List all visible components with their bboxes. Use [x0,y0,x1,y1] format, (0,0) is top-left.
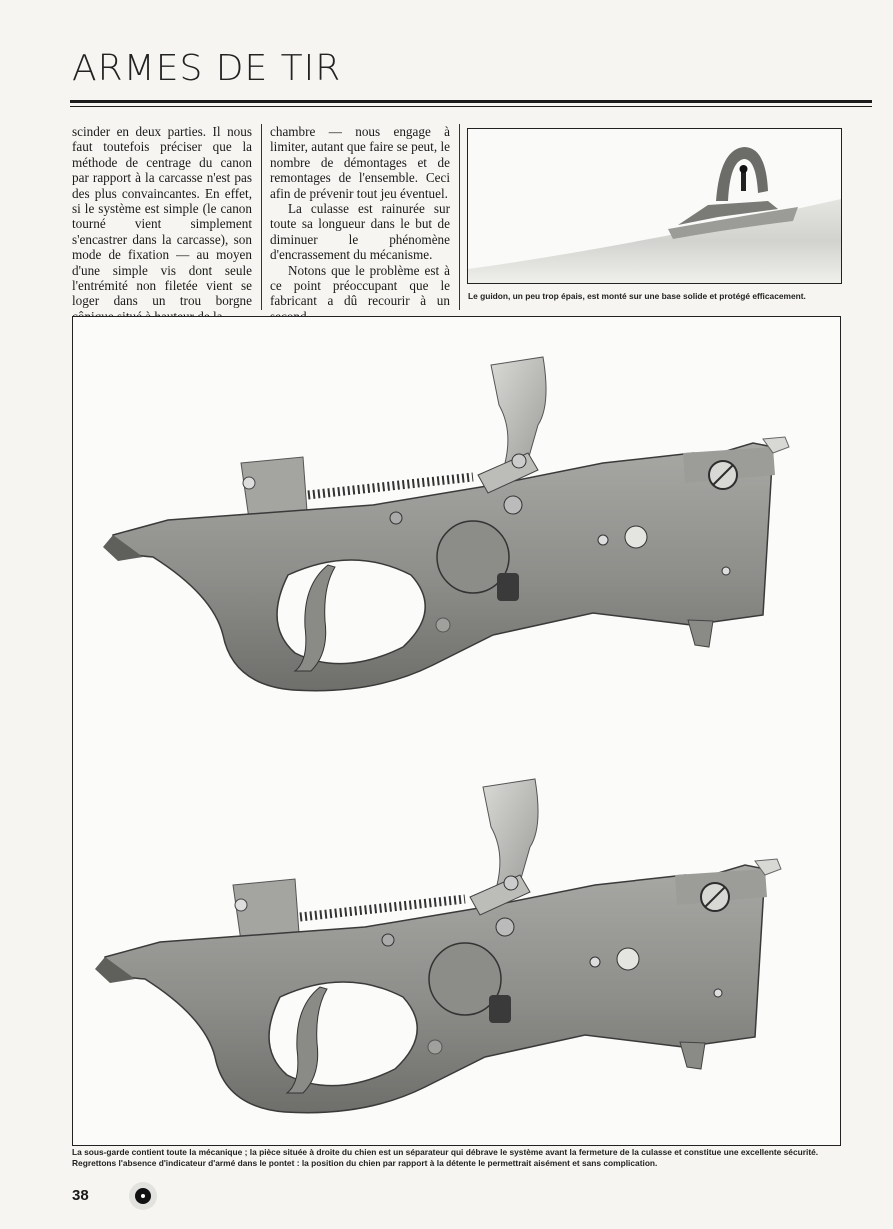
front-sight-caption: Le guidon, un peu trop épais, est monté sur une base solide et protégé efficacement. [468,291,806,301]
article-column-1 [72,124,252,324]
page-number: 38 [72,1187,89,1204]
trigger-guard-photo [72,316,841,1146]
paragraph: Notons que le problème est à ce point préoccupant que le fabricant a dû recourir à un [270,262,450,309]
column-separator [261,124,262,310]
paragraph: La culasse est rainurée sur toute sa longueur dans le but de diminuer le phénomène d'encrassement du mécanisme. [270,201,450,263]
header-rule-thick [70,100,872,103]
paragraph: chambre — nous engage à limiter, autant que faire se peut, le nombre de démontages et de remontages de l'ensemble. Ceci afin de prévenir tout jeu éventuel. [270,124,450,201]
page-title: ARMES DE TIR [72,48,342,89]
article-column-2 [270,124,450,324]
column-separator [459,124,460,310]
header-rule-thin [70,106,872,107]
paragraph: scinder en deux parties. Il nous faut toutefois préciser que la méthode de centrage du canon par rapport à la carcasse n'est pas des plus convaincantes. En effet, si le système est simple (le canon tourné vient simplement s'encastrer dans la carcasse), son mode de fixation — au moyen d'une simple vis dont seule l'entrémité non filetée vient se loger dans un trou borgne [72,124,252,309]
target-logo-icon [128,1181,158,1211]
trigger-guard-caption: La sous-garde contient toute la mécanique ; la pièce située à droite du chien est un séparateur qui débrave le système avant la fermeture de la culasse et constitue une excellente sécurité. Regrettons l'absence d'indicateur d'armé dans le pontet : la position du chien par rapport à la détente le permettrait aisément et sans complication. [72,1147,819,1168]
front-sight-photo [467,128,842,284]
